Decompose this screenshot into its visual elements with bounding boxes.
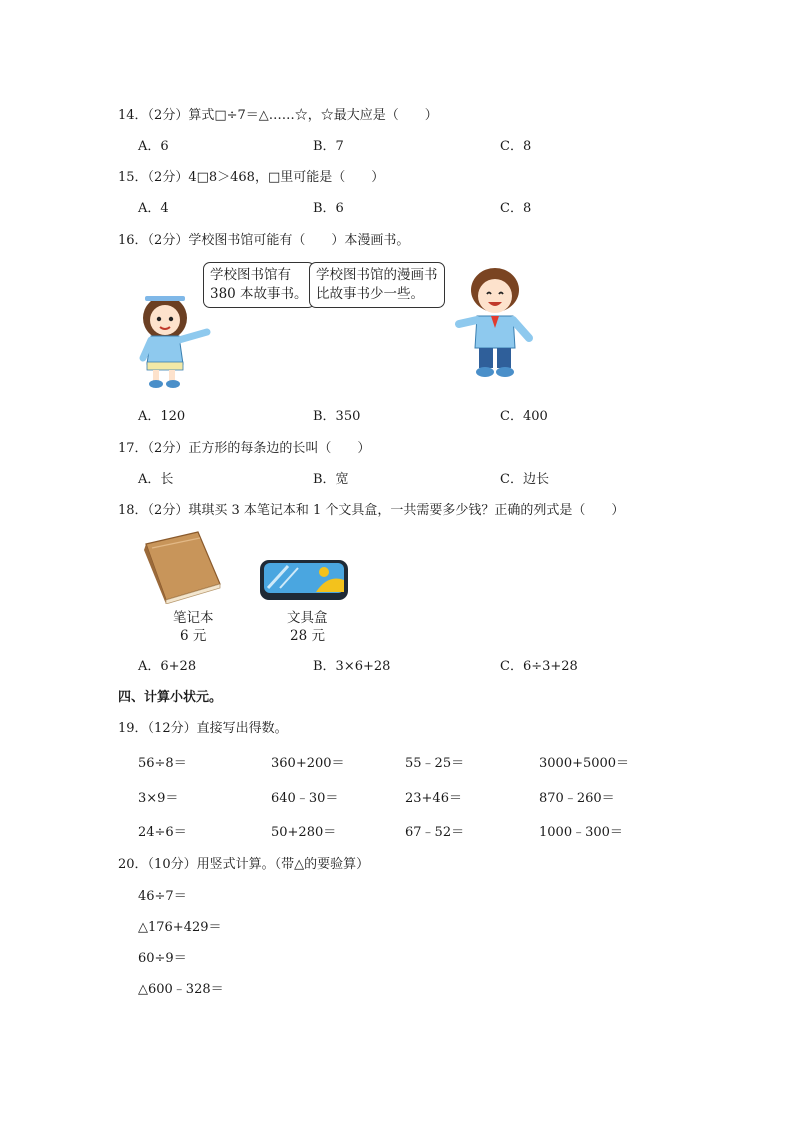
notebook-name: 笔记本 — [173, 610, 214, 626]
girl-bubble-line-1: 学校图书馆有 — [210, 267, 291, 283]
section-4-title: 四、计算小状元。 — [118, 690, 223, 705]
calc-item: 360+200＝ — [271, 756, 345, 771]
girl-bubble-line-2: 380 本故事书。 — [210, 286, 308, 302]
q15-option-c[interactable]: C．8 — [500, 201, 532, 216]
q15-option-b[interactable]: B．6 — [313, 201, 344, 216]
boy-illustration — [455, 264, 537, 380]
question-17-stem: 17．（2分）正方形的每条边的长叫（ ） — [118, 441, 371, 456]
calc-item: 55﹣25＝ — [405, 756, 465, 771]
q14-option-b[interactable]: B．7 — [313, 139, 344, 154]
question-19-stem: 19．（12分）直接写出得数。 — [118, 721, 288, 736]
pencil-case-icon — [258, 558, 350, 602]
calc-item: 640﹣30＝ — [271, 791, 339, 806]
calc-item: 50+280＝ — [271, 825, 337, 840]
calc-item: 1000﹣300＝ — [539, 825, 623, 840]
calc-item: 56÷8＝ — [138, 756, 187, 771]
vertical-calc-item: △600﹣328＝ — [138, 982, 224, 997]
pencil-case-price: 28 元 — [290, 628, 325, 644]
calc-item: 870﹣260＝ — [539, 791, 615, 806]
question-20-stem: 20．（10分）用竖式计算。（带△的要验算） — [118, 857, 370, 872]
q14-option-a[interactable]: A．6 — [138, 139, 169, 154]
q18-option-a[interactable]: A．6+28 — [138, 659, 197, 674]
calc-item: 3×9＝ — [138, 791, 179, 806]
q17-option-a[interactable]: A．长 — [138, 472, 174, 487]
vertical-calc-item: 46÷7＝ — [138, 889, 187, 904]
question-18-stem: 18．（2分）琪琪买 3 本笔记本和 1 个文具盒，一共需要多少钱？正确的列式是（ ） — [118, 503, 625, 518]
notebook-price: 6 元 — [180, 628, 207, 644]
q15-option-a[interactable]: A．4 — [138, 201, 169, 216]
boy-bubble-line-2: 比故事书少一些。 — [316, 286, 424, 302]
notebook-icon — [140, 530, 222, 604]
q16-option-c[interactable]: C．400 — [500, 409, 548, 424]
pencil-case-name: 文具盒 — [287, 610, 328, 626]
boy-bubble-line-1: 学校图书馆的漫画书 — [316, 267, 438, 283]
q18-option-b[interactable]: B．3×6+28 — [313, 659, 391, 674]
question-15-stem: 15．（2分）4□8＞468，□里可能是（ ） — [118, 170, 385, 185]
calc-item: 3000+5000＝ — [539, 756, 630, 771]
boy-speech-bubble — [309, 262, 445, 308]
q17-option-c[interactable]: C．边长 — [500, 472, 549, 487]
calc-item: 67﹣52＝ — [405, 825, 465, 840]
vertical-calc-item: 60÷9＝ — [138, 951, 187, 966]
girl-speech-bubble — [203, 262, 315, 308]
girl-illustration — [135, 288, 215, 390]
q14-option-c[interactable]: C．8 — [500, 139, 532, 154]
vertical-calc-item: △176+429＝ — [138, 920, 222, 935]
q16-option-b[interactable]: B．350 — [313, 409, 361, 424]
calc-item: 24÷6＝ — [138, 825, 187, 840]
q16-option-a[interactable]: A．120 — [138, 409, 186, 424]
q18-option-c[interactable]: C．6÷3+28 — [500, 659, 578, 674]
question-16-stem: 16．（2分）学校图书馆可能有（ ）本漫画书。 — [118, 233, 410, 248]
calc-item: 23+46＝ — [405, 791, 462, 806]
question-14-stem: 14．（2分）算式□÷7＝△……☆，☆最大应是（ ） — [118, 108, 438, 123]
q17-option-b[interactable]: B．宽 — [313, 472, 349, 487]
